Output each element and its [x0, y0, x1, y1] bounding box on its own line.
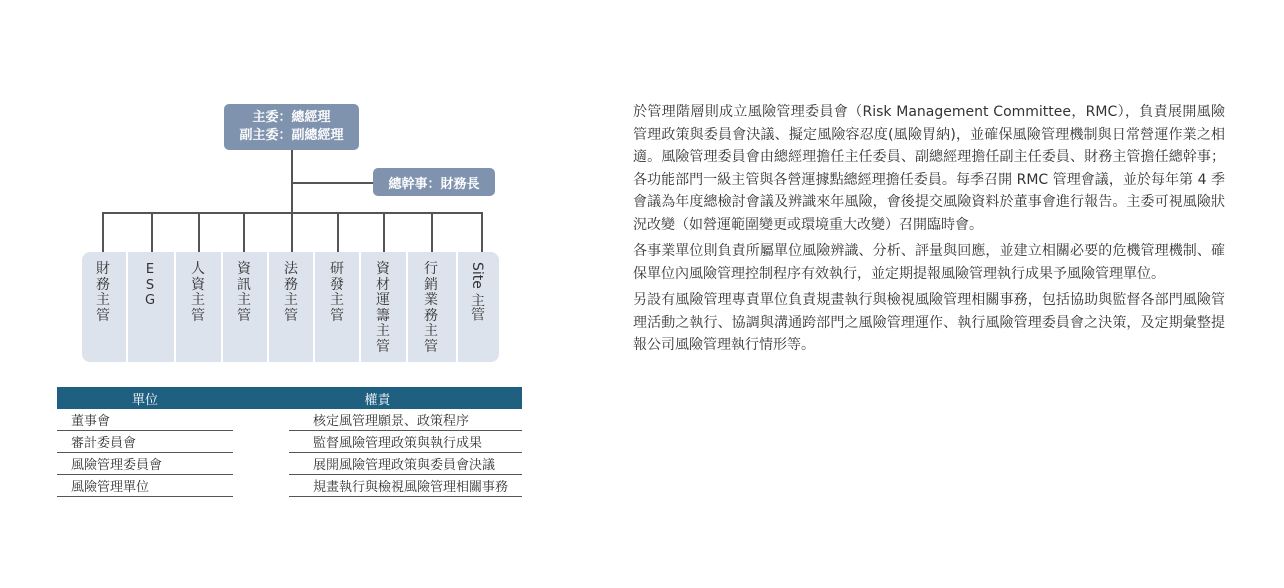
table-cell-unit: 審計委員會 — [57, 431, 233, 453]
table-gap — [233, 409, 289, 431]
paragraph-rmc: 於管理階層則成立風險管理委員會（Risk Management Committee，RMC），負責展開風險管理政策與委員會決議、擬定風險容忍度(風險胃納)，並確保風險管理機制與日常營運作業之相適。風險管理委員會由總經理擔任主任委員、副總經理擔任副主任委員、財務主管擔任總幹事；各功能部門一級主管與各營運據點總經理擔任委員。每季召開 RMC 管理會議，並於每年第 4 季會議為年度總檢討會議及辨識來年風險，會後提交風險資料於董事會進行報告。主委可視風險狀況改變（如營運範圍變更或環境重大改變）召開臨時會。 — [633, 104, 1225, 233]
table-row — [57, 453, 522, 475]
dept-it: 資訊主管 — [237, 261, 251, 324]
table-row — [57, 409, 522, 431]
dept-materials: 資材運籌主管 — [376, 261, 390, 355]
drop-line — [198, 212, 200, 252]
table-header-row — [57, 387, 522, 409]
drop-line — [431, 212, 433, 252]
paragraph-business-units: 各事業單位則負責所屬單位風險辨識、分析、評量與回應，並建立相關必要的危機管理機制、確保單位內風險管理控制程序有效執行，並定期提報風險管理執行成果予風險管理單位。 — [633, 243, 1225, 282]
panel-separator — [267, 252, 269, 362]
dept-hr: 人資主管 — [191, 261, 205, 324]
table-gap — [233, 453, 289, 475]
chair-line-2: 副主委：副總經理 — [239, 128, 344, 143]
panel-separator — [406, 252, 408, 362]
dept-rd: 研發主管 — [330, 261, 344, 324]
dept-finance: 財務主管 — [96, 261, 110, 324]
table-row — [57, 431, 522, 453]
table-cell-responsibility: 核定風管理願景、政策程序 — [289, 409, 522, 431]
secretary-box — [373, 168, 495, 196]
header-unit: 單位 — [57, 387, 233, 409]
table-cell-responsibility: 監督風險管理政策與執行成果 — [289, 431, 522, 453]
table-cell-unit: 風險管理單位 — [57, 475, 233, 497]
drop-line — [243, 212, 245, 252]
chair-box — [224, 104, 359, 150]
drop-line — [481, 212, 483, 252]
drop-line — [291, 212, 293, 252]
drop-line — [102, 212, 104, 252]
table-cell-unit: 風險管理委員會 — [57, 453, 233, 475]
table-cell-responsibility: 展開風險管理政策與委員會決議 — [289, 453, 522, 475]
panel-separator — [221, 252, 223, 362]
dept-site: Site 主管 — [469, 262, 485, 322]
table-gap — [233, 475, 289, 497]
drop-line — [337, 212, 339, 252]
table-cell-unit: 董事會 — [57, 409, 233, 431]
table-row — [57, 475, 522, 497]
responsibility-table — [57, 387, 522, 497]
drop-line — [151, 212, 153, 252]
dept-sales: 行銷業務主管 — [424, 261, 438, 355]
chair-line-1: 主委：總經理 — [252, 110, 331, 125]
drop-line — [383, 212, 385, 252]
table-gap — [233, 431, 289, 453]
dept-esg: ESG — [144, 262, 156, 308]
panel-separator — [174, 252, 176, 362]
panel-separator — [126, 252, 128, 362]
body-text — [633, 101, 1225, 361]
secretary-label: 總幹事：財務長 — [388, 176, 480, 192]
panel-separator — [313, 252, 315, 362]
table-cell-responsibility: 規畫執行與檢視風險管理相關事務 — [289, 475, 522, 497]
paragraph-dedicated-unit: 另設有風險管理專責單位負責規畫執行與檢視風險管理相關事務，包括協助與監督各部門風險管理活動之執行、協調與溝通跨部門之風險管理運作、執行風險管理委員會之決策，及定期彙整提報公司風險管理執行情形等。 — [633, 292, 1225, 353]
header-responsibility: 權責 — [233, 387, 522, 409]
dept-legal: 法務主管 — [284, 261, 298, 324]
secretary-branch-line — [291, 182, 373, 184]
panel-separator — [359, 252, 361, 362]
panel-separator — [456, 252, 458, 362]
